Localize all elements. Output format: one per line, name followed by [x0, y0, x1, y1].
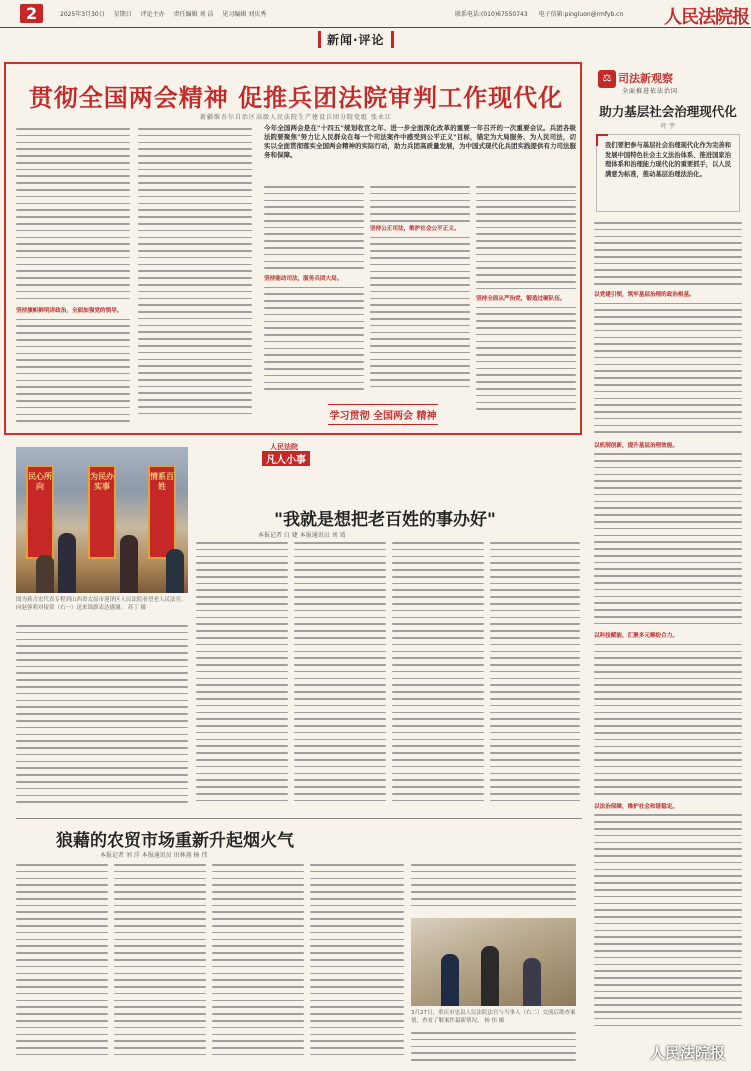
divider [16, 818, 582, 819]
story3-column-6 [411, 1032, 576, 1066]
main-byline: 新疆维吾尔自治区高级人民法院生产建设兵团分院党组 张永江 [200, 114, 392, 121]
person [120, 535, 138, 593]
issue-date: 2025年3月30日 [60, 11, 105, 18]
sidebar-section-head-2: 以机制创新，提升基层治理效能。 [594, 442, 678, 449]
column-text [16, 128, 130, 308]
page-number: 2 [20, 4, 43, 23]
section-head-2: 坚持能动司法，服务兵团大局。 [264, 276, 343, 282]
story2-column-3 [392, 542, 484, 812]
sidebar-body [594, 222, 742, 1062]
story3-photo [411, 918, 576, 1006]
story2-column-0 [16, 625, 188, 813]
person [58, 533, 76, 593]
column-logo-title: 司法新观察 [618, 72, 673, 85]
story2-photo-caption: 图为蒋吉宏代表专程到山西省太原市迎泽区人民法院看望老人民法官。向赵蓉莉对接常（右一）送来锦旗表达感谢。 苏丁 摄 [16, 597, 187, 611]
main-article-box [4, 62, 582, 435]
column-tag-main: 凡人小事 [262, 451, 310, 466]
column-tag [262, 442, 328, 466]
editor-label: 评论主办 [140, 11, 165, 18]
main-column-1 [16, 128, 130, 428]
column-text [476, 307, 576, 417]
proof-editor: 见习编辑 刘庆秀 [222, 11, 267, 18]
column-tag-top: 人民法院 [270, 442, 298, 451]
main-column-5 [476, 186, 576, 422]
story3-column-1 [16, 864, 108, 1064]
weekday: 星期日 [113, 11, 132, 18]
story3-column-2 [114, 864, 206, 1064]
story2-byline: 本报记者 白 婕 本报通讯员 刘 靖 [258, 532, 346, 539]
person [523, 958, 541, 1006]
column-text [264, 186, 364, 276]
column-text [370, 186, 470, 226]
banner-3 [148, 465, 176, 559]
banner-text-3: 情系百姓 [150, 471, 174, 491]
contact-phone: 联系电话:(010)67550743 [455, 11, 528, 18]
newspaper-logo: 人民法院报 [664, 7, 749, 28]
column-text [594, 814, 742, 1034]
section-head-1: 坚持旗帜鲜明讲政治，全面加强党的领导。 [16, 308, 123, 314]
study-stamp: 学习贯彻 全国两会 精神 [328, 404, 438, 425]
person [481, 946, 499, 1006]
story2-column-4 [490, 542, 580, 812]
person [36, 555, 54, 593]
sidebar-column [588, 62, 748, 1067]
column-text [370, 237, 470, 397]
story2-headline: "我就是想把老百姓的事办好" [274, 510, 496, 530]
sidebar-headline: 助力基层社会治理现代化 [599, 104, 737, 119]
banner-2 [88, 465, 116, 559]
column-logo-subtitle: 全面推进依法治国 [622, 88, 679, 95]
contact-email: 电子信箱:pingluon@rmfyb.cn [538, 11, 624, 18]
masthead-meta [60, 9, 273, 18]
sidebar-section-head-4: 以法治保障，维护社会和谐稳定。 [594, 803, 678, 810]
banner-text-1: 民心所向 [28, 471, 52, 491]
story2-photo [16, 447, 188, 593]
masthead-contact [455, 9, 632, 18]
story3-photo-caption: 3月27日，重庆市忠县人民法院法官与当事人（右二）交流后勘查案情，查看了解案件最新情况。 杨 伟 摄 [411, 1010, 576, 1024]
sidebar-author: 叶 宇 [661, 123, 675, 130]
sidebar-section-head-1: 以党建引领，筑牢基层治理的政治根基。 [594, 292, 695, 298]
story3-headline: 狼藉的农贸市场重新升起烟火气 [56, 831, 294, 851]
column-text [476, 186, 576, 296]
main-column-4 [370, 186, 470, 398]
column-text [138, 128, 252, 428]
column-text [594, 644, 742, 804]
column-text [594, 303, 742, 443]
person [441, 954, 459, 1006]
main-lead: 今年全国两会是在"十四五"规划收官之年、进一步全面深化改革的重要一年召开的一次重要会议。兵团各级法院要聚焦"努力让人民群众在每一个司法案件中感受到公平正义"目标，锚定为大局服务、为人民司法，切实以全面贯彻落实全国两会精神的实际行动，助力兵团高质量发展，为中国式现代化兵团实践提供有力司法服务和保障。 [264, 124, 576, 159]
masthead [0, 0, 751, 28]
story3-column-5 [411, 864, 576, 914]
story3-column-3 [212, 864, 304, 1064]
story2-column-1 [196, 542, 288, 812]
column-text [264, 287, 364, 397]
section-head-4: 坚持全面从严治党，锻造过硬队伍。 [476, 296, 566, 302]
column-text [594, 453, 742, 633]
section-tab: 新闻·评论 [318, 31, 394, 48]
banner-1 [26, 465, 54, 559]
gavel-icon: ⚖ [598, 70, 616, 88]
banner-text-2: 为民办实事 [90, 471, 114, 491]
main-headline: 贯彻全国两会精神 促推兵团法院审判工作现代化 [28, 83, 564, 112]
section-head-3: 坚持公正司法，维护社会公平正义。 [370, 226, 460, 232]
sidebar-section-head-3: 以科技赋能，汇聚多元解纷合力。 [594, 633, 678, 640]
column-text [594, 222, 742, 292]
story3-byline: 本报记者 刘 洋 本报通讯员 田林燕 杨 伟 [100, 852, 208, 859]
column-logo [594, 66, 742, 100]
story3-column-4 [310, 864, 404, 1064]
person [166, 549, 184, 593]
watermark: 人民法院报 [650, 1044, 726, 1062]
main-column-3 [264, 186, 364, 398]
duty-editor: 责任编辑 刘 洁 [173, 11, 214, 18]
main-column-2 [138, 128, 252, 428]
column-text [16, 319, 130, 428]
story2-column-2 [294, 542, 386, 812]
sidebar-pull-quote: 我们要把参与基层社会治理现代化作为完善和发展中国特色社会主义法治体系、推进国家治理体系和治理能力现代化的重要抓手，以人民满意为标准，推动基层治理法治化。 [596, 134, 740, 212]
